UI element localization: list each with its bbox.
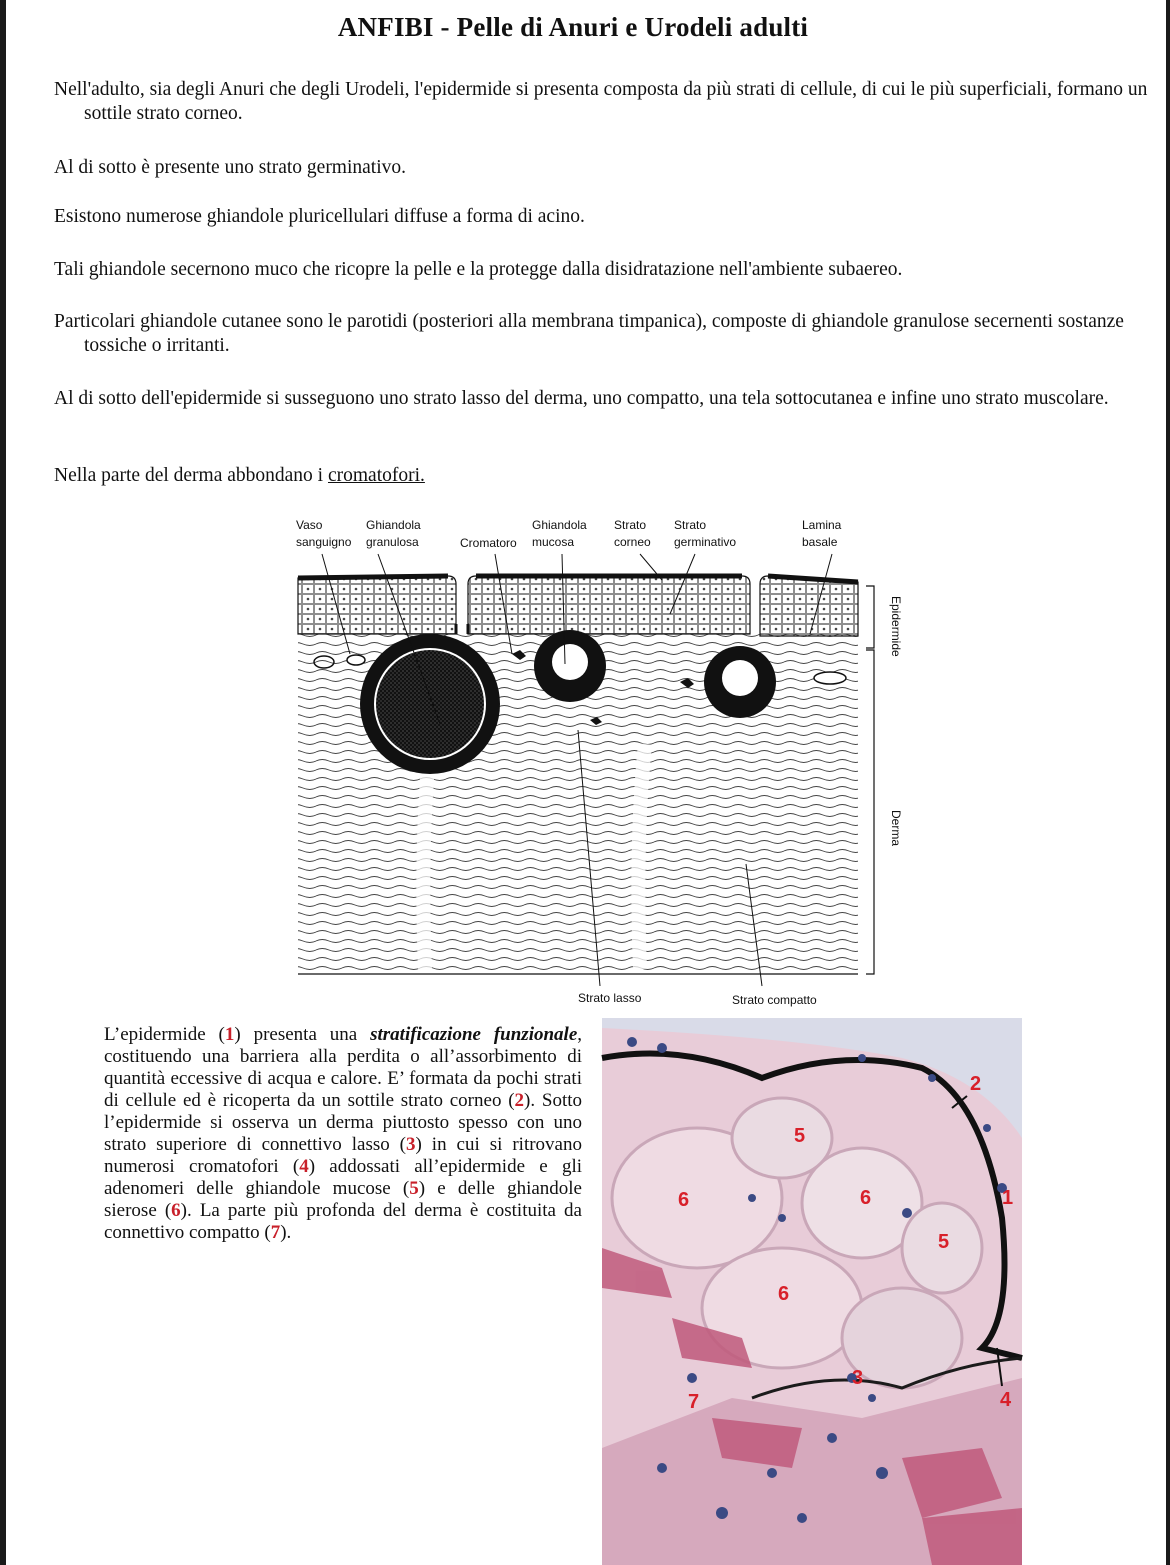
label-sanguigno: sanguigno xyxy=(296,535,352,549)
label-vaso: Vaso xyxy=(296,518,323,532)
label-cromatoro: Cromatoro xyxy=(460,536,517,550)
blood-vessel-2 xyxy=(347,655,365,665)
paragraph-germinative: Al di sotto è presente uno strato germinativo. xyxy=(54,157,407,178)
label-strato-corneo-1: Strato xyxy=(614,518,647,532)
label-ghiandola-mucosa-2: mucosa xyxy=(532,535,575,549)
epidermis-middle xyxy=(468,576,750,634)
micro-label-6b: 6 xyxy=(860,1187,872,1209)
caption-text-6: ) addossati all’epidermide e gli adenomeri delle ghiandole mucose ( xyxy=(104,1156,582,1199)
caption-text-4: ). Sotto l’epidermide si osserva un derma piuttosto spesso con uno strato superiore di connettivo lasso ( xyxy=(104,1090,582,1155)
layer-brackets xyxy=(866,586,874,974)
caption-num-1: 1 xyxy=(224,1024,235,1045)
mucous-gland-2-lumen xyxy=(722,660,758,696)
caption-num-3: 3 xyxy=(406,1134,416,1155)
chromatophores-prefix: Nella parte del derma abbondano i xyxy=(54,465,328,486)
micro-label-5b: 5 xyxy=(938,1231,950,1253)
right-frame-bar xyxy=(1166,0,1170,1565)
label-strato-germinativo-2: germinativo xyxy=(674,535,737,549)
paragraph-chromatophores xyxy=(54,464,1169,488)
label-ghiandola-mucosa-1: Ghiandola xyxy=(532,518,587,532)
caption-paragraph xyxy=(104,1024,582,1244)
label-derma: Derma xyxy=(889,810,903,847)
caption-text-1: L’epidermide ( xyxy=(104,1024,225,1045)
label-strato-lasso: Strato lasso xyxy=(578,991,642,1005)
mucous-gland-1-lumen xyxy=(552,644,588,680)
paragraph-epidermis: Nell'adulto, sia degli Anuri che degli Urodeli, l'epidermide si presenta composta da più strati di cellule, di cui le più superficiali, formano un sottile strato corneo. xyxy=(54,79,1148,124)
micro-label-6a: 6 xyxy=(678,1189,690,1211)
histology-micrograph xyxy=(602,1018,1022,1565)
label-strato-corneo-2: corneo xyxy=(614,535,651,549)
label-strato-compatto: Strato compatto xyxy=(732,993,817,1007)
label-strato-germinativo-1: Strato xyxy=(674,518,707,532)
paragraph-parotids: Particolari ghiandole cutanee sono le parotidi (posteriori alla membrana timpanica), composte di ghiandole granulose secernenti sostanze tossiche o irritanti. xyxy=(54,311,1124,356)
caption-num-4: 4 xyxy=(299,1156,309,1177)
gland-5a xyxy=(732,1098,832,1178)
blood-vessel-3 xyxy=(814,672,846,684)
chromatophores-link[interactable]: cromatofori. xyxy=(327,465,425,486)
caption-num-5: 5 xyxy=(409,1178,419,1199)
epidermis-right xyxy=(760,576,858,636)
caption-text-9: ). xyxy=(280,1222,292,1243)
micro-label-7: 7 xyxy=(688,1391,700,1413)
caption-emphasis: stratificazione funzionale xyxy=(370,1024,578,1045)
label-lamina-1: Lamina xyxy=(802,518,842,532)
paragraph-glands: Esistono numerose ghiandole pluricellulari diffuse a forma di acino. xyxy=(54,206,585,227)
caption-text-3: , costituendo una barriera alla perdita o all’assorbimento di quantità eccessive di acqua e calore. E’ formata da pochi strati di cellule ed è ricoperta da un sottile strato corneo ( xyxy=(104,1024,582,1111)
caption-text-7: ) e delle ghiandole sierose ( xyxy=(104,1178,582,1221)
caption-text-2: ) presenta una xyxy=(234,1024,371,1045)
paragraph-layers: Al di sotto dell'epidermide si susseguono uno strato lasso del derma, uno compatto, una tela sottocutanea e infine uno strato muscolare. xyxy=(54,388,1109,409)
caption-num-6: 6 xyxy=(171,1200,181,1221)
micro-label-1: 1 xyxy=(1002,1187,1014,1209)
granular-gland-duct xyxy=(456,624,468,634)
page-title: ANFIBI - Pelle di Anuri e Urodeli adulti xyxy=(337,12,809,42)
caption-num-2: 2 xyxy=(514,1090,525,1111)
micro-label-6c: 6 xyxy=(778,1283,790,1305)
caption-num-7: 7 xyxy=(270,1222,281,1243)
left-frame-bar xyxy=(0,0,6,1565)
label-epidermide: Epidermide xyxy=(889,596,903,657)
label-ghiandola-granulosa-1: Ghiandola xyxy=(366,518,421,532)
label-ghiandola-granulosa-2: granulosa xyxy=(366,535,419,549)
caption-text-5: ) in cui si ritrovano numerosi cromatofori ( xyxy=(104,1134,582,1177)
paragraph-mucus: Tali ghiandole secernono muco che ricopre la pelle e la protegge dalla disidratazione nell'ambiente subaereo. xyxy=(54,259,903,280)
epidermis-left xyxy=(298,576,456,634)
caption-text-8: ). La parte più profonda del derma è costituita da connettivo compatto ( xyxy=(104,1200,582,1243)
micro-label-5a: 5 xyxy=(794,1125,806,1147)
skin-section-diagram xyxy=(290,514,903,1010)
micro-label-4: 4 xyxy=(1000,1389,1012,1411)
granular-gland-lumen xyxy=(375,649,485,759)
label-lamina-2: basale xyxy=(802,535,838,549)
micro-label-3: 3 xyxy=(852,1367,864,1389)
micro-label-2: 2 xyxy=(970,1073,982,1095)
